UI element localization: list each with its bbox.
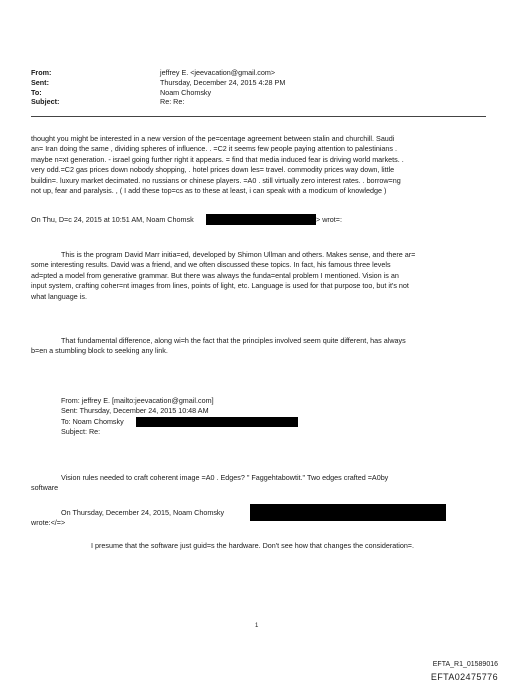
text-line: input system, crafting coher=nt images from lines, points of light, etc. Language is used for that purpose too, but it's not [31, 281, 409, 291]
email-header-values [160, 68, 285, 107]
redaction-box [206, 214, 316, 225]
text-line: thought you might be interested in a new version of the pe=centage agreement between stalin and churchill. Saudi [31, 134, 395, 143]
quote-attribution-2-end [31, 518, 65, 528]
body-paragraph-3 [31, 336, 406, 357]
redaction-box [250, 504, 446, 521]
body-paragraph-1 [31, 134, 404, 196]
quoted-to: To: Noam Chomsky [61, 416, 124, 426]
text-line: ad=pted a model from generative grammar. But there was always the funda=ental problem I mentioned. Vision is an [31, 270, 399, 280]
header-divider [31, 116, 486, 117]
from-value: jeffrey E. <jeevacation@gmail.com> [160, 68, 276, 77]
body-paragraph-5 [91, 541, 414, 551]
attribution-text: On Thursday, December 24, 2015, Noam Chomsky [61, 508, 225, 517]
footer-id-1: EFTA_R1_01589016 [432, 661, 498, 668]
quoted-subject: Subject: Re: [61, 427, 101, 437]
text-line: not up, fear and paralysis. , ( I add these top=cs as to these at least, i can speak with a modicum of knowledge ) [31, 186, 387, 196]
text-line: Vision rules needed to craft coherent image =A0 . Edges? " Faggehtabowtit." Two edges crafted =A0by [61, 473, 389, 482]
redaction-box [136, 417, 298, 427]
text-line: This is the program David Marr initia=ed, developed by Shimon Ullman and others. Makes sense, and there ar= [61, 250, 416, 259]
sent-label: Sent: [31, 77, 49, 87]
text-line: very odd.=C2 gas prices down nobody shopping, . hotel prices down les= travel. commodity prices way down, little [31, 165, 395, 175]
email-header-labels [31, 68, 59, 107]
text-line: buildin=. luxury market decimated. no russians or chinese players. =A0 . still virtually zero interest rates. . borrow=ng [31, 175, 401, 185]
footer-id-2: EFTA02475776 [430, 672, 498, 682]
text-line: an= Iran doing the same , dividing spheres of influence. . =C2 it seems few people paying attention to palestinians . [31, 144, 397, 154]
text-line: That fundamental difference, along wi=h the fact that the principles involved seem quite different, has always [61, 336, 406, 345]
from-label: From: [31, 68, 52, 77]
attribution-text: > wrot=: [316, 215, 342, 224]
body-paragraph-4 [31, 473, 388, 494]
to-value: Noam Chomsky [160, 87, 212, 97]
subject-label: Subject: [31, 97, 60, 107]
quote-attribution-1-end [316, 215, 342, 225]
attribution-text: wrote:</=> [31, 518, 66, 527]
text-line: b=en a stumbling block to seeking any link. [31, 346, 168, 356]
text-line: what language is. [31, 291, 87, 301]
quote-attribution-2 [61, 508, 224, 518]
text-line: I presume that the software just guid=s the hardware. Don't see how that changes the consideration=. [91, 541, 415, 550]
quoted-from: From: jeffrey E. [mailto:jeevacation@gmail.com] [61, 396, 214, 405]
text-line: some interesting results. David was a friend, and we often discussed these topics. In fact, his famous three levels [31, 260, 391, 270]
text-line: maybe n=xt generation. - israel going further right it appears. = find that media induced fear is driving world markets. . [31, 154, 404, 164]
text-line: software [31, 483, 59, 493]
to-label: To: [31, 87, 42, 97]
quoted-sent: Sent: Thursday, December 24, 2015 10:48 AM [61, 406, 209, 416]
body-paragraph-2 [31, 250, 415, 302]
attribution-text: On Thu, D=c 24, 2015 at 10:51 AM, Noam Chomsk [31, 215, 194, 224]
sent-value: Thursday, December 24, 2015 4:28 PM [160, 77, 286, 87]
quote-attribution-1 [31, 215, 194, 225]
subject-value: Re: Re: [160, 97, 185, 107]
page-number: 1 [255, 623, 259, 629]
